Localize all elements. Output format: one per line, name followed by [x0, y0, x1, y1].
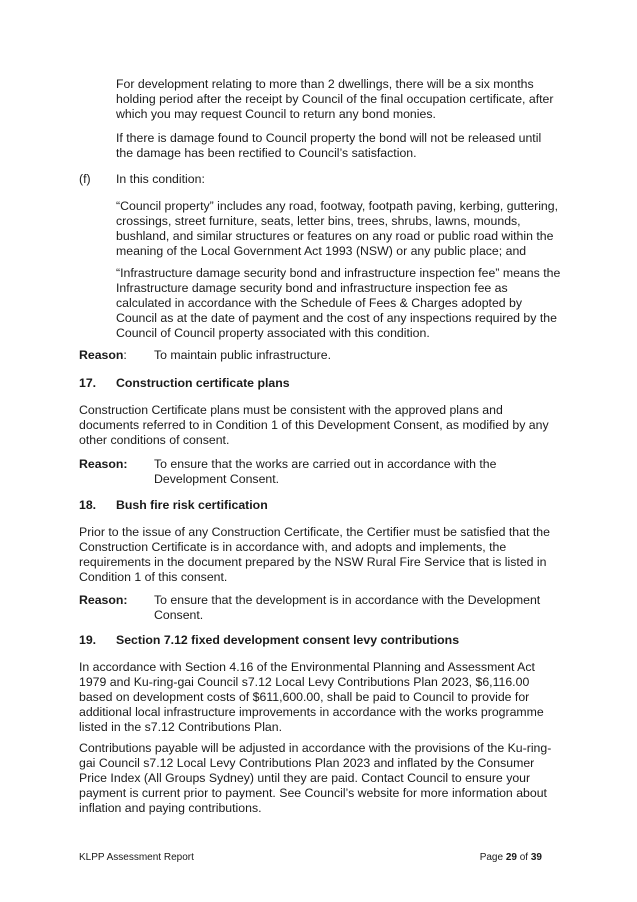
section-17-number: 17. [79, 376, 97, 390]
reason-label: Reason: [79, 348, 127, 362]
section-19-number: 19. [79, 633, 97, 647]
item-f-text: In this condition: [116, 172, 205, 186]
section-18-heading: Bush fire risk certification [116, 498, 268, 512]
section-18-text: Prior to the issue of any Construction Certificate, the Certifier must be satisfied that the Construction Certificate is in accordance with, and adopts and implements, the requirements in the document prepared by the NSW Rural Fire Service that is listed in Condition 1 of this consent. [79, 525, 550, 584]
section-17-reason-text: To ensure that the works are carried out in accordance with the Development Consent. [154, 457, 497, 486]
item-f-label: (f) [79, 172, 91, 186]
section-17-text: Construction Certificate plans must be consistent with the approved plans and documents referred to in Condition 1 of this Development Consent, as modified by any other conditions of consent. [79, 403, 549, 447]
footer-page-number: Page 29 of 39 [479, 852, 542, 863]
section-17-reason-label: Reason: [79, 457, 128, 471]
reason-text: To maintain public infrastructure. [154, 348, 332, 362]
section-18-reason-text: To ensure that the development is in accordance with the Development Consent. [154, 593, 541, 622]
council-property-definition: “Council property” includes any road, footway, footpath paving, kerbing, guttering, crossings, street furniture, seats, letter bins, trees, shrubs, lawns, mounds, bushland, and similar structures or features on any road or public road within the meaning of the Local Government Act 1993 (NSW) or any public place; and [116, 199, 559, 258]
section-19-heading: Section 7.12 fixed development consent levy contributions [116, 633, 460, 647]
damage-paragraph: If there is damage found to Council property the bond will not be released until the damage has been rectified to Council’s satisfaction. [116, 131, 542, 160]
section-19-text-1: In accordance with Section 4.16 of the Environmental Planning and Assessment Act 1979 and Ku-ring-gai Council s7.12 Local Levy Contributions Plan 2023, $6,116.00 based on development costs of $611,600.00, shall be paid to Council to provide for additional local infrastructure improvements in accordance with the works programme listed in the s7.12 Contributions Plan. [79, 660, 544, 734]
bond-fee-definition: “Infrastructure damage security bond and infrastructure inspection fee” means the Infrastructure damage security bond and infrastructure inspection fee as calculated in accordance with the Schedule of Fees & Charges adopted by Council as at the date of payment and the cost of any inspections required by the Council of Council property associated with this condition. [116, 266, 561, 340]
section-18-number: 18. [79, 498, 97, 512]
section-18-reason-label: Reason: [79, 593, 128, 607]
section-19-text-2: Contributions payable will be adjusted in accordance with the provisions of the Ku-ring-gai Council s7.12 Local Levy Contributions Plan 2023 and inflated by the Consumer Price Index (All Groups Sydney) until they are paid. Contact Council to ensure your payment is current prior to payment. See Council’s website for more information about inflation and paying contributions. [79, 741, 552, 815]
section-17-heading: Construction certificate plans [116, 376, 290, 390]
holding-period-paragraph: For development relating to more than 2 dwellings, there will be a six months holding period after the receipt by Council of the final occupation certificate, after which you may request Council to return any bond monies. [116, 77, 554, 121]
footer-report-title: KLPP Assessment Report [79, 852, 194, 863]
